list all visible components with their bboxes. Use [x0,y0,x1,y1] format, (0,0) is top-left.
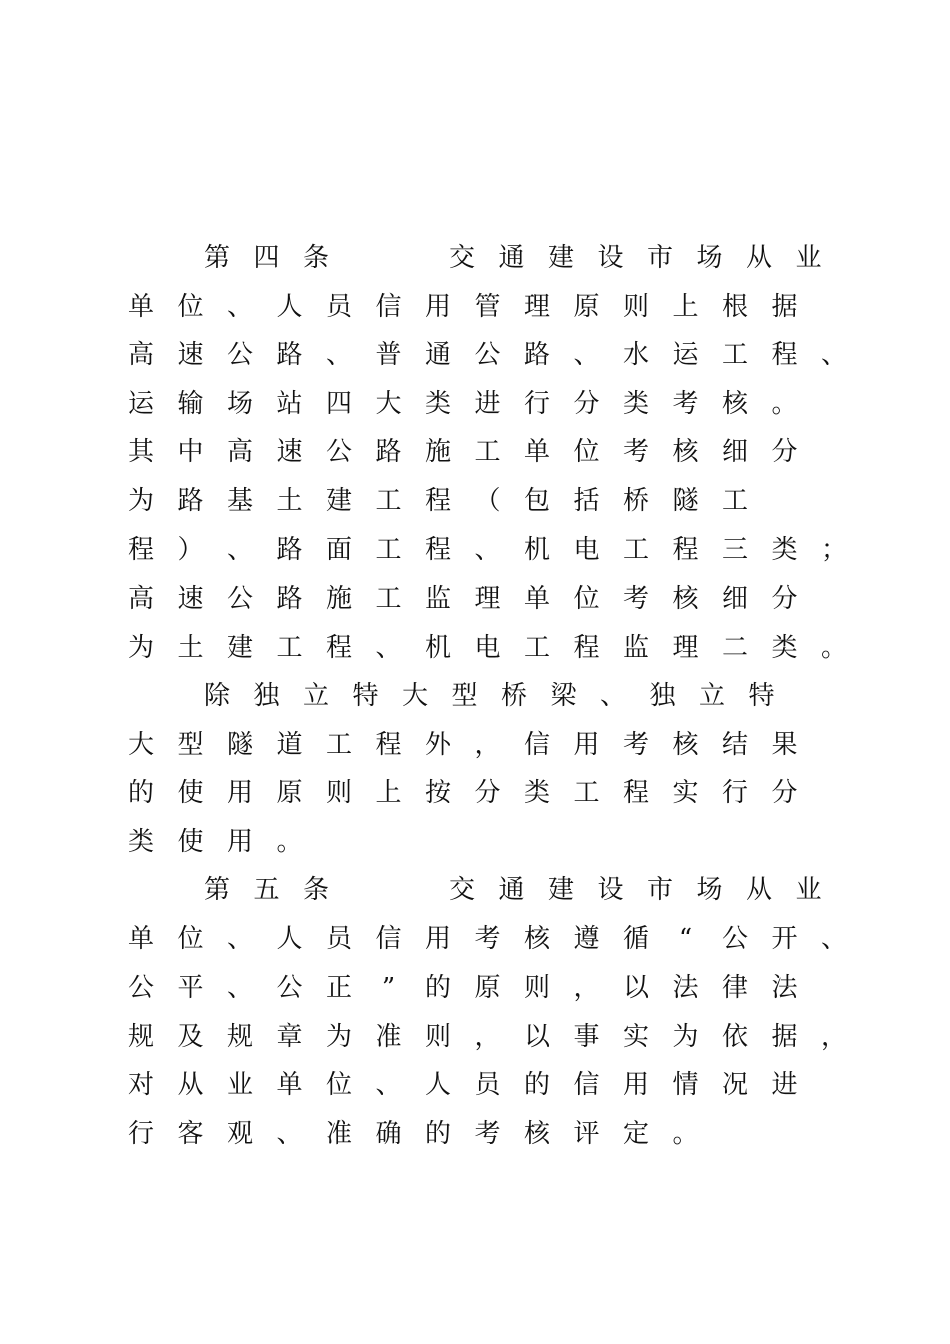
document-page: 第 四 条 交 通 建 设 市 场 从 业 单 位 、 人 员 信 用 管 理 原 则 上 根 据 高 速 公 路 、 普 通 公 路 、 水 运 工 程 、 运 输 场 站 四 大 类 进 行 分 类 考 核 。 其 中 高 速 公 路 施 工 单 位 考 核 细 分 为 路 基 土 建 工 程 （ 包 括 桥 隧 工 程 ） 、 路 面 工 程 、 机 电 工 程 三 类 ； 高 速 公 路 施 工 监 理 单 位 考 核 细 分 为 土 建 工 程 、 机 电 工 程 监 理 二 类 。 除 独 立 特 大 型 桥 梁 、 独 立 特 大 型 隧 道 工 程 外 ， 信 用 考 核 结 果 的 使 用 原 则 上 按 分 类 工 程 实 行 分 类 使 用 。 第 五 条 交 通 建 设 市 场 从 业 单 位 、 人 员 信 用 考 核 遵 循 “ 公 开 、 公 平 、 公 正 ” 的 原 则 ， 以 法 律 法 规 及 规 章 为 准 则 ， 以 事 实 为 依 据 ， 对 从 业 单 位 、 人 员 的 信 用 情 况 进 行 客 观 、 准 确 的 考 核 评 定 。 [128,243,848,1149]
